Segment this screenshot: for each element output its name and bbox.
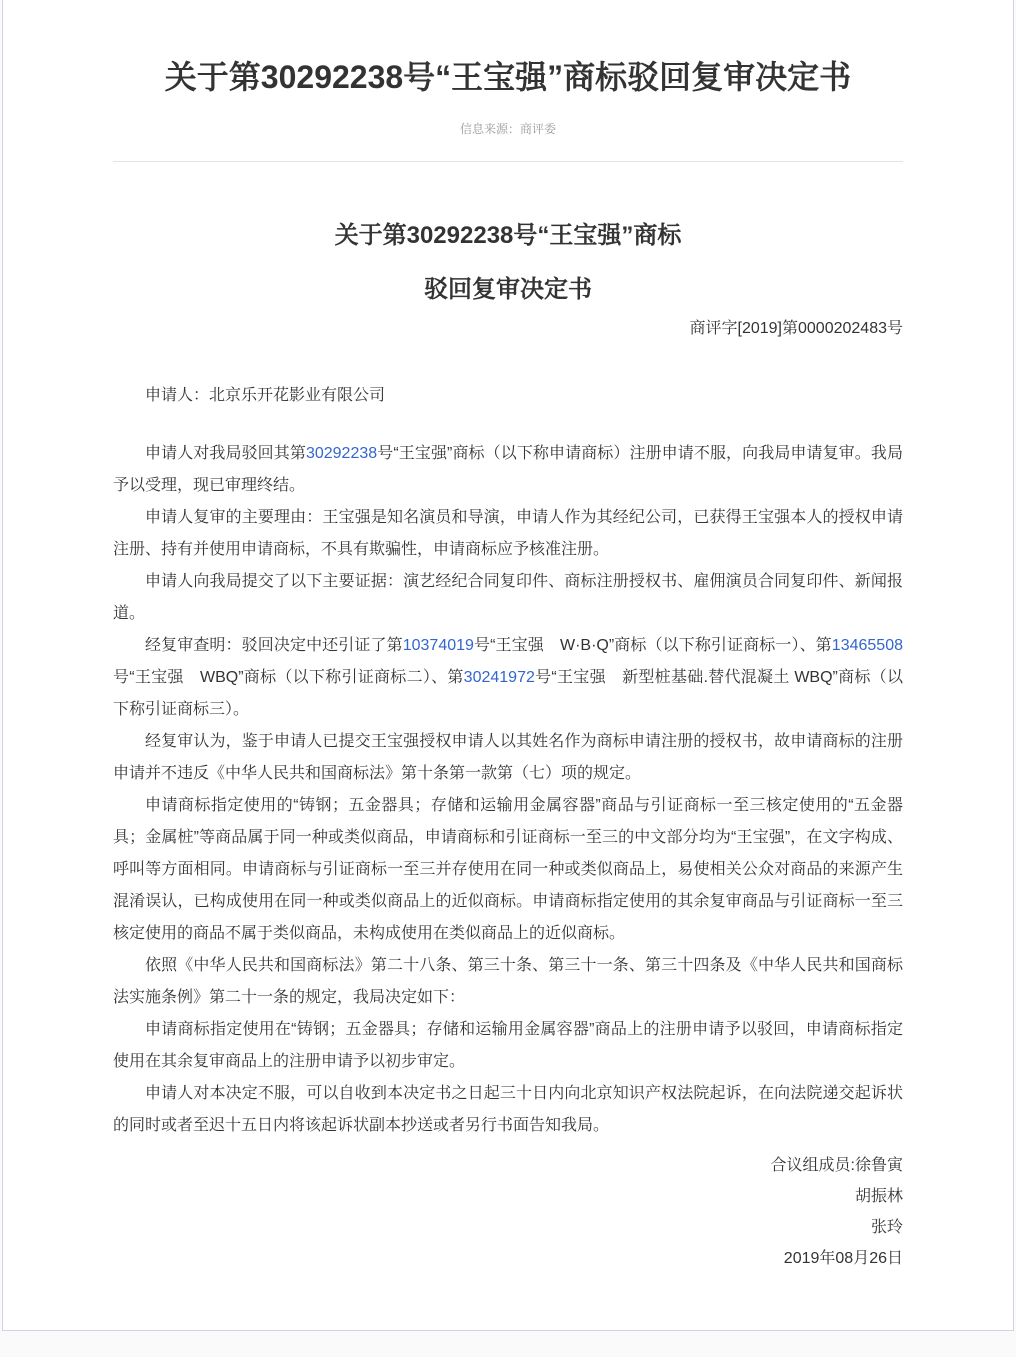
document-body: [113, 438, 903, 1142]
applicant-line: 申请人：北京乐开花影业有限公司: [145, 387, 386, 404]
trademark-number-link[interactable]: 10374019: [402, 637, 474, 654]
document-paragraph: [113, 790, 903, 950]
article-card: [2, 0, 1014, 1331]
paragraph-text: 号“王宝强”商标（以下称申请商标）注册申请不服，向我局申请复审。我局予以受理，现已审理终结。: [113, 445, 903, 494]
paragraph-text: 号“王宝强 W·B·Q”商标（以下称引证商标一）、第: [473, 637, 832, 654]
paragraph-text: 申请商标指定使用在“铸钢；五金器具；存储和运输用金属容器”商品上的注册申请予以驳回，申请商标指定使用在其余复审商品上的注册申请予以初步审定。: [113, 1021, 903, 1070]
signature-block: [113, 1150, 903, 1274]
paragraph-text: 申请人复审的主要理由：王宝强是知名演员和导演，申请人作为其经纪公司，已获得王宝强本人的授权申请注册、持有并使用申请商标，不具有欺骗性，申请商标应予核准注册。: [113, 509, 903, 558]
paragraph-text: 申请人对本决定不服，可以自收到本决定书之日起三十日内向北京知识产权法院起诉，在向法院递交起诉状的同时或者至迟十五日内将该起诉状副本抄送或者另行书面告知我局。: [113, 1085, 903, 1134]
signature-line: 胡振林: [854, 1188, 903, 1205]
document-paragraph: [113, 438, 903, 502]
source-label: 信息来源：商评委: [459, 122, 556, 136]
paragraph-text: 号“王宝强 新型桩基础.替代混凝土 WBQ”商标（以下称引证商标三）。: [113, 669, 903, 718]
article-content: [113, 161, 903, 1274]
paragraph-text: 经复审认为，鉴于申请人已提交王宝强授权申请人以其姓名作为商标申请注册的授权书，故申请商标的注册申请并不违反《中华人民共和国商标法》第十条第一款第（七）项的规定。: [113, 733, 903, 782]
paragraph-text: 经复审查明：驳回决定中还引证了第: [145, 637, 403, 654]
document-paragraph: [113, 630, 903, 726]
paragraph-text: 申请商标指定使用的“铸钢；五金器具；存储和运输用金属容器”商品与引证商标一至三核定使用的“五金器具；金属桩”等商品属于同一种或类似商品，申请商标和引证商标一至三的中文部分均为“王宝强”，在文字构成、呼叫等方面相同。申请商标与引证商标一至三并存使用在同一种或类似商品上，易使相关公众对商品的来源产生混淆误认，已构成使用在同一种或类似商品上的近似商标。申请商标指定使用的其余复审商品与引证商标一至三核定使用的商品不属于类似商品，未构成使用在类似商品上的近似商标。: [113, 797, 903, 942]
signature-line: 2019年08月26日: [783, 1250, 903, 1267]
trademark-number-link[interactable]: 30292238: [305, 445, 378, 462]
document-title-line2: 驳回复审决定书: [424, 276, 592, 303]
document-paragraph: [113, 566, 903, 630]
document-title-line1: 关于第30292238号“王宝强”商标: [334, 222, 682, 249]
signature-line: 张玲: [870, 1219, 903, 1236]
trademark-number-link[interactable]: 13465508: [831, 637, 903, 654]
paragraph-text: 申请人向我局提交了以下主要证据：演艺经纪合同复印件、商标注册授权书、雇佣演员合同复印件、新闻报道。: [113, 573, 903, 622]
document-paragraph: [113, 1014, 903, 1078]
document-paragraph: [113, 1078, 903, 1142]
trademark-number-link[interactable]: 30241972: [463, 669, 535, 686]
paragraph-text: 申请人对我局驳回其第: [145, 445, 306, 462]
paragraph-text: 依照《中华人民共和国商标法》第二十八条、第三十条、第三十一条、第三十四条及《中华人民共和国商标法实施条例》第二十一条的规定，我局决定如下：: [113, 957, 903, 1006]
document-paragraph: [113, 726, 903, 790]
page-title: 关于第30292238号“王宝强”商标驳回复审决定书: [164, 59, 852, 95]
document-number: 商评字[2019]第0000202483号: [689, 320, 903, 337]
document-paragraph: [113, 502, 903, 566]
divider: [113, 161, 903, 162]
signature-line: 合议组成员:徐鲁寅: [770, 1157, 903, 1174]
paragraph-text: 号“王宝强 WBQ”商标（以下称引证商标二）、第: [113, 669, 464, 686]
document-paragraph: [113, 950, 903, 1014]
